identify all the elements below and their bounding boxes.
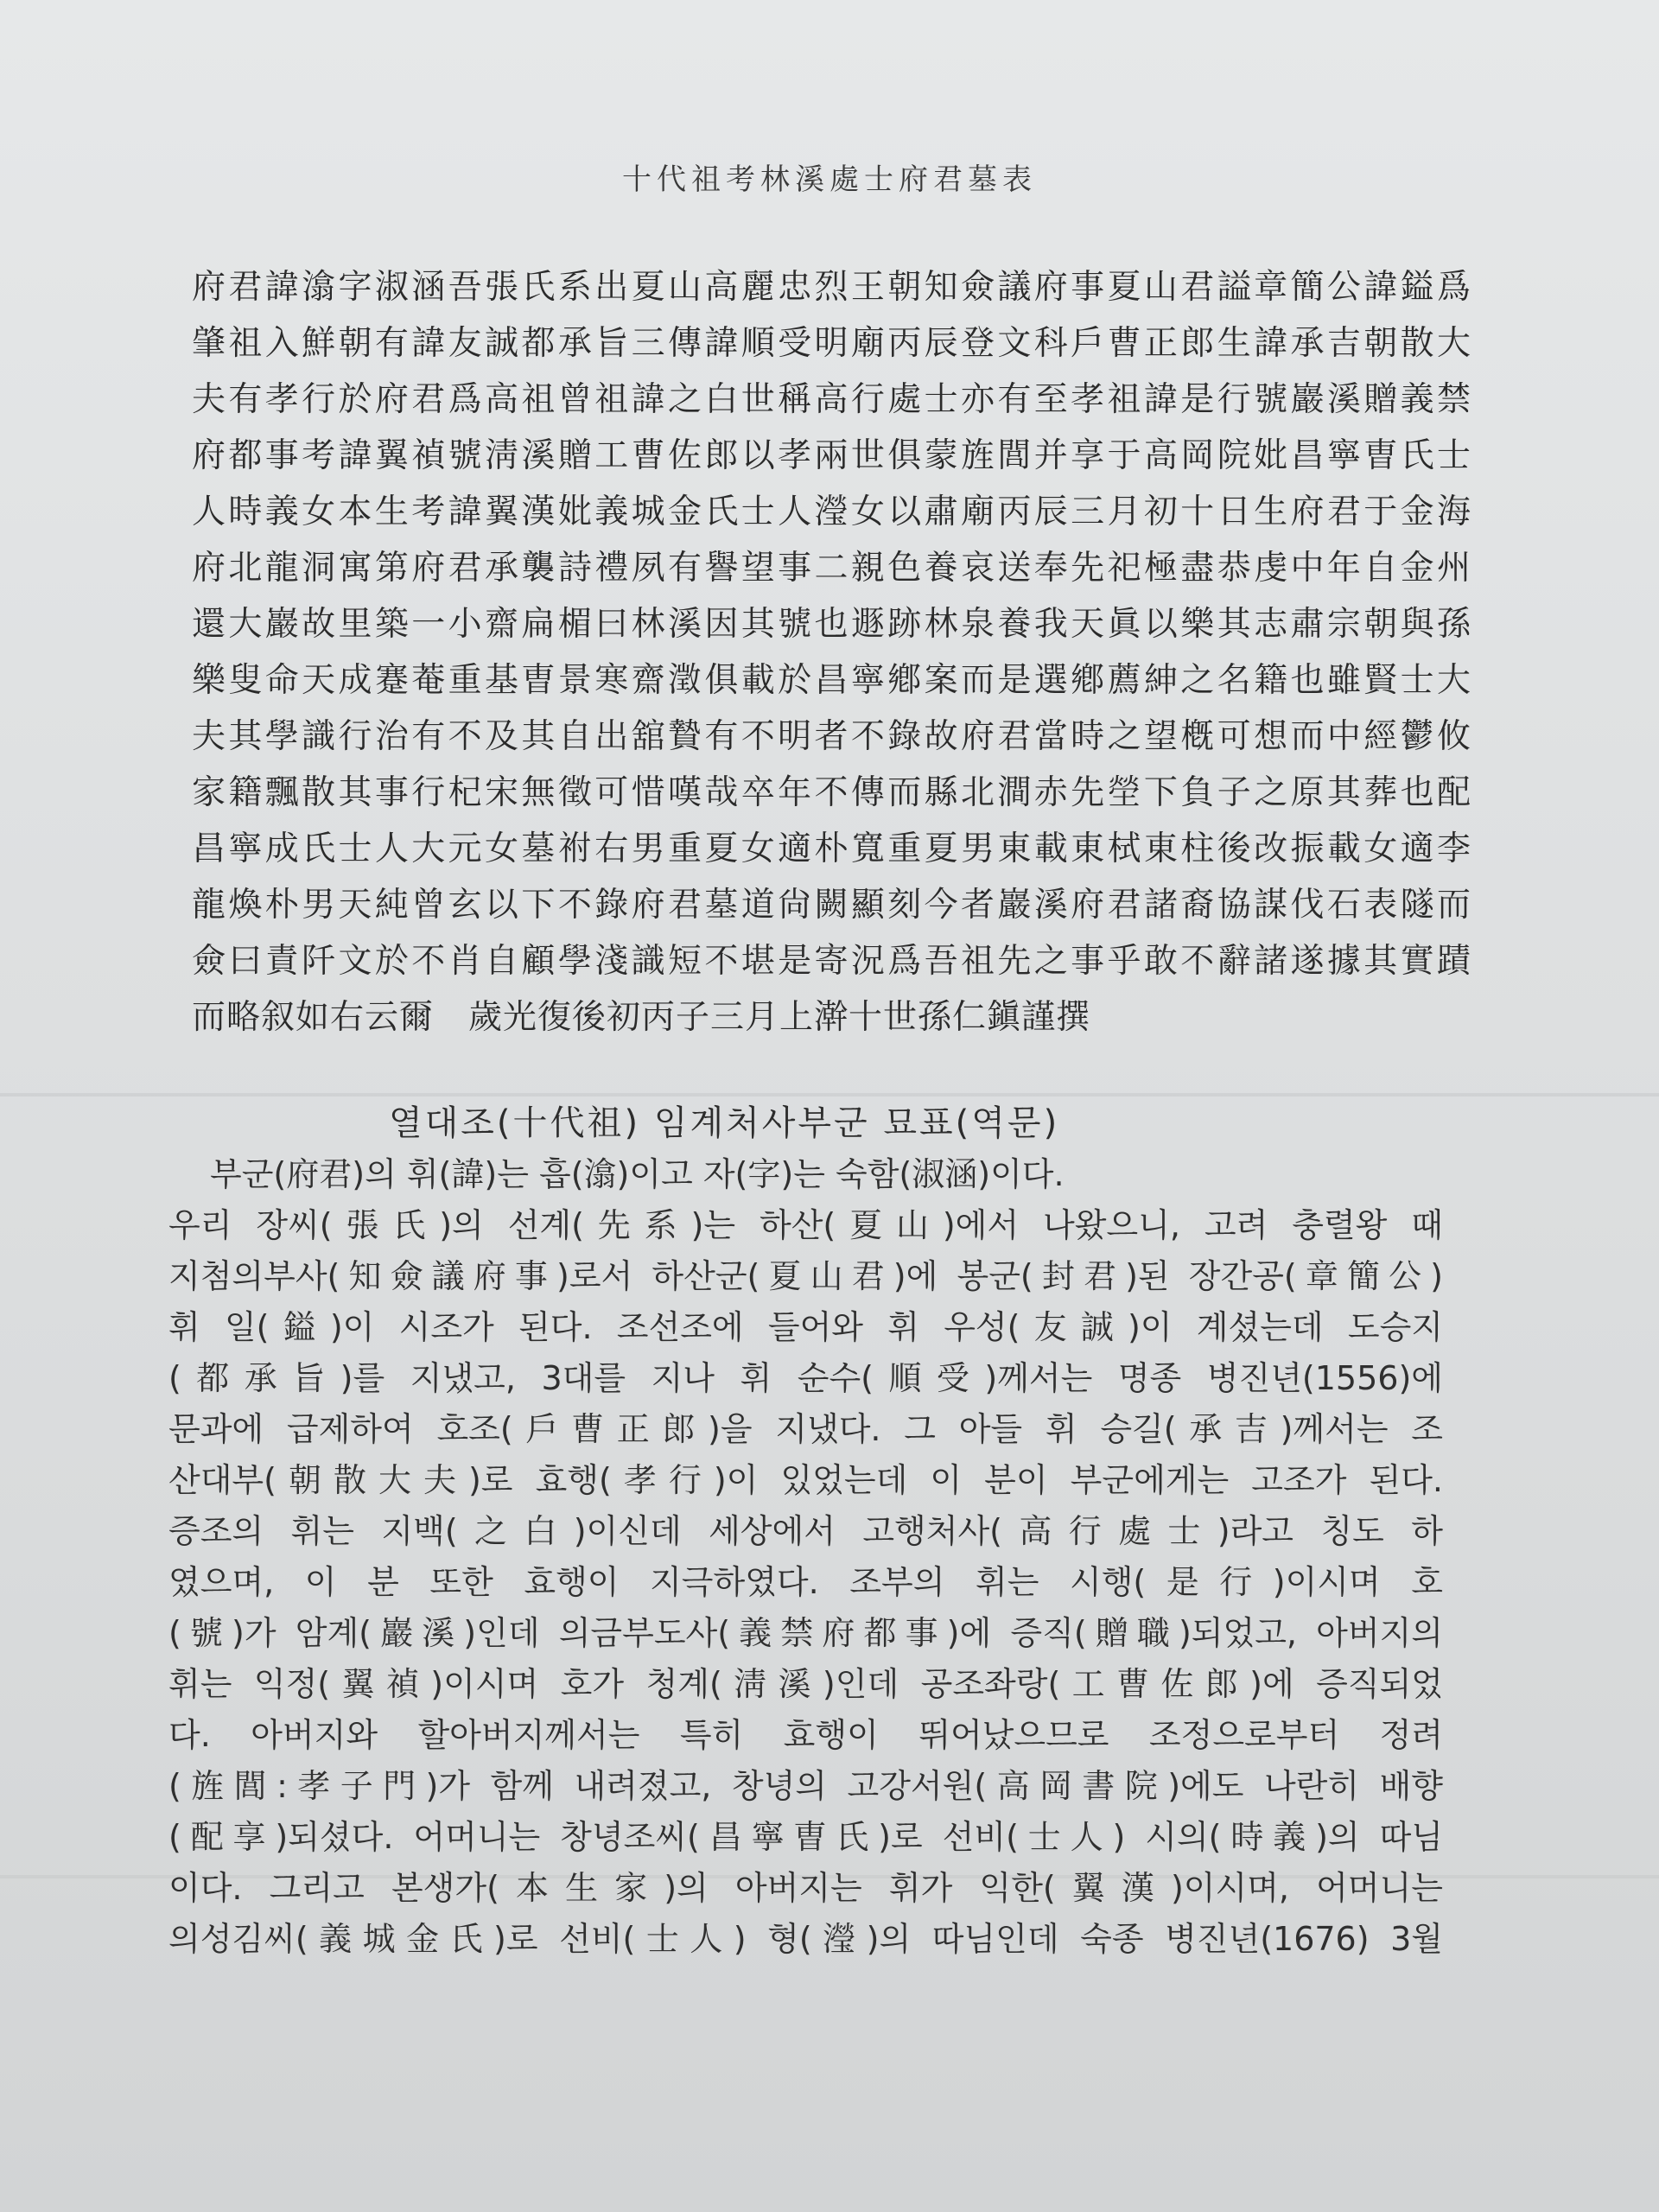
hanja-text-line: 樂叟命天成蹇菴重基曺景寒齋澂俱載於昌寧鄕案而是選鄕薦紳之名籍也雖賢士大 [192, 661, 1471, 700]
hanja-text-line: 夫有孝行於府君爲高祖曾祖諱之白世稱高行處士亦有至孝祖諱是行號巖溪贈義禁 [192, 380, 1471, 419]
korean-text-line: 이다. 그리고 본생가(本生家)의 아버지는 휘가 익한(翼漢)이시며, 어머니는 [168, 1869, 1443, 1907]
hanja-text-line: 府君諱潝字淑涵吾張氏系出夏山高麗忠烈王朝知僉議府事夏山君謚章簡公諱鎰爲 [192, 268, 1471, 307]
hanja-text-line: 龍煥朴男天純曾玄以下不錄府君墓道尙闕顯刻今者巖溪府君諸裔協謀伐石表隧而 [192, 886, 1471, 925]
korean-text-line: (都承旨)를 지냈고, 3대를 지나 휘 순수(順受)께서는 명종 병진년(1556)에 [168, 1359, 1443, 1397]
hanja-body [192, 259, 1471, 1046]
korean-text-line: 우리 장씨(張氏)의 선계(先系)는 하산(夏山)에서 나왔으니, 고려 충렬왕 때 [168, 1206, 1443, 1244]
korean-text-line: 산대부(朝散大夫)로 효행(孝行)이 있었는데 이 분이 부군에게는 고조가 된다. [168, 1461, 1443, 1499]
hanja-text-line: 夫其學識行治有不及其自出舘贄有不明者不錄故府君當時之望槪可想而中經鬱攸 [192, 717, 1471, 756]
hanja-text-line: 而略叙如右云爾 歲光復後初丙子三月上澣十世孫仁鎭謹撰 [192, 998, 1091, 1037]
korean-text-line: 였으며, 이 분 또한 효행이 지극하였다. 조부의 휘는 시행(是行)이시며 호 [168, 1563, 1443, 1601]
hanja-text-line: 府北龍洞寓第府君承襲詩禮夙有譽望事二親色養哀送奉先祀極盡恭虔中年自金州 [192, 549, 1471, 588]
hanja-text-line: 肇祖入鮮朝有諱友誠都承旨三傳諱順受明廟丙辰登文科戶曹正郎生諱承吉朝散大 [192, 324, 1471, 363]
hanja-title: 十代祖考林溪處士府君墓表 [622, 162, 1037, 197]
hanja-text-line: 人時義女本生考諱翼漢妣義城金氏士人瀅女以肅廟丙辰三月初十日生府君于金海 [192, 493, 1471, 531]
korean-text-line: 다. 아버지와 할아버지께서는 특히 효행이 뛰어났으므로 조정으로부터 정려 [168, 1716, 1443, 1754]
korean-text-line: 의성김씨(義城金氏)로 선비(士人) 형(瀅)의 따님인데 숙종 병진년(1676) 3월 [168, 1920, 1443, 1958]
korean-text-line: (號)가 암계(巖溪)인데 의금부도사(義禁府都事)에 증직(贈職)되었고, 아버지의 [168, 1614, 1443, 1652]
korean-title: 열대조(十代祖) 임계처사부군 묘표(역문) [389, 1103, 1060, 1143]
hanja-text-line: 僉曰責阡文於不肖自顧學淺識短不堪是寄況爲吾祖先之事乎敢不辭諸遂據其實蹟 [192, 942, 1471, 981]
korean-text-line: 휘는 익정(翼禎)이시며 호가 청계(淸溪)인데 공조좌랑(工曹佐郎)에 증직되었 [168, 1665, 1443, 1703]
korean-text-line: 부군(府君)의 휘(諱)는 흡(潝)이고 자(字)는 숙함(淑涵)이다. [210, 1155, 1065, 1193]
korean-text-line: (旌閭:孝子門)가 함께 내려졌고, 창녕의 고강서원(高岡書院)에도 나란히 배향 [168, 1767, 1443, 1805]
hanja-text-line: 還大巖故里築一小齋扁楣曰林溪因其號也遯跡林泉養我天眞以樂其志肅宗朝與孫 [192, 605, 1471, 644]
hanja-text-line: 昌寧成氏士人大元女墓祔右男重夏女適朴寬重夏男東載東栻東柱後改振載女適李 [192, 830, 1471, 868]
korean-body [168, 1149, 1443, 1965]
korean-text-line: 증조의 휘는 지백(之白)이신데 세상에서 고행처사(高行處士)라고 칭도 하 [168, 1512, 1443, 1550]
korean-text-line: 지첨의부사(知僉議府事)로서 하산군(夏山君)에 봉군(封君)된 장간공(章簡公) [168, 1257, 1443, 1295]
hanja-text-line: 家籍飄散其事行杞宋無徵可惜嘆哉卒年不傳而縣北澗赤先塋下負子之原其葬也配 [192, 773, 1471, 812]
korean-text-line: (配享)되셨다. 어머니는 창녕조씨(昌寧曺氏)로 선비(士人) 시의(時義)의 따님 [168, 1818, 1443, 1856]
korean-text-line: 휘 일(鎰)이 시조가 된다. 조선조에 들어와 휘 우성(友誠)이 계셨는데 도승지 [168, 1308, 1443, 1346]
hanja-text-line: 府都事考諱翼禎號淸溪贈工曹佐郎以孝兩世俱蒙旌閭并享于高岡院妣昌寧曺氏士 [192, 436, 1471, 475]
korean-text-line: 문과에 급제하여 호조(戶曹正郎)을 지냈다. 그 아들 휘 승길(承吉)께서는 조 [168, 1410, 1443, 1448]
